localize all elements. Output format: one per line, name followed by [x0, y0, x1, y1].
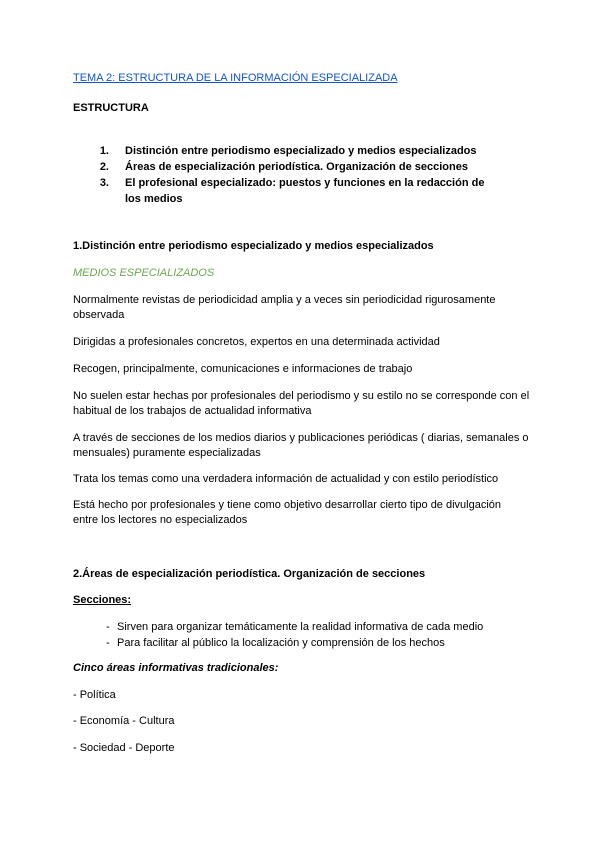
toc-item	[73, 143, 503, 159]
list-item-text: Sirven para organizar temáticamente la realidad informativa de cada medio	[117, 621, 484, 633]
paragraph: A través de secciones de los medios diarios y publicaciones periódicas ( diarias, semanales o mensuales) puramente especializadas	[73, 432, 529, 459]
area-line: - Política	[73, 689, 116, 701]
paragraph: Trata los temas como una verdadera información de actualidad y con estilo periodístico	[73, 473, 499, 485]
dash-bullet: -	[106, 637, 110, 649]
section2-heading: 2.Áreas de especialización periodística. Organización de secciones	[73, 568, 426, 580]
toc-text: El profesional especializado: puestos y funciones en la redacción de los medios	[125, 177, 485, 205]
estructura-heading: ESTRUCTURA	[73, 102, 149, 114]
paragraph: Está hecho por profesionales y tiene como objetivo desarrollar cierto tipo de divulgación entre los lectores no especializados	[73, 499, 502, 526]
list-item	[106, 619, 483, 635]
toc-number: 1.	[99, 145, 109, 157]
paragraph: Dirigidas a profesionales concretos, expertos en una determinada actividad	[73, 336, 440, 348]
area-line: - Economía - Cultura	[73, 715, 175, 727]
toc-item	[73, 159, 503, 175]
table-of-contents	[73, 143, 503, 207]
toc-item	[73, 175, 503, 207]
paragraph: Normalmente revistas de periodicidad amplia y a veces sin periodicidad rigurosamente observada	[73, 294, 496, 321]
section1-heading: 1.Distinción entre periodismo especializado y medios especializados	[73, 240, 434, 252]
list-item-text: Para facilitar al público la localización y comprensión de los hechos	[117, 637, 445, 649]
secciones-label: Secciones:	[73, 594, 132, 606]
areas-label: Cinco áreas informativas tradicionales:	[73, 662, 279, 674]
paragraph: Recogen, principalmente, comunicaciones e informaciones de trabajo	[73, 363, 413, 375]
toc-number: 2.	[99, 161, 109, 173]
paragraph: No suelen estar hechas por profesionales del periodismo y su estilo no se corresponde con el habitual de los trabajos de actualidad informativa	[73, 390, 530, 417]
secciones-list	[106, 619, 483, 651]
section1-subheading: MEDIOS ESPECIALIZADOS	[73, 267, 215, 279]
toc-number: 3.	[99, 177, 109, 189]
toc-text: Áreas de especialización periodística. Organización de secciones	[125, 161, 468, 173]
document-title[interactable]: TEMA 2: ESTRUCTURA DE LA INFORMACIÓN ESPECIALIZADA	[73, 72, 398, 84]
area-line: - Sociedad - Deporte	[73, 742, 175, 754]
dash-bullet: -	[106, 621, 110, 633]
toc-text: Distinción entre periodismo especializado y medios especializados	[125, 145, 477, 157]
list-item	[106, 635, 483, 651]
